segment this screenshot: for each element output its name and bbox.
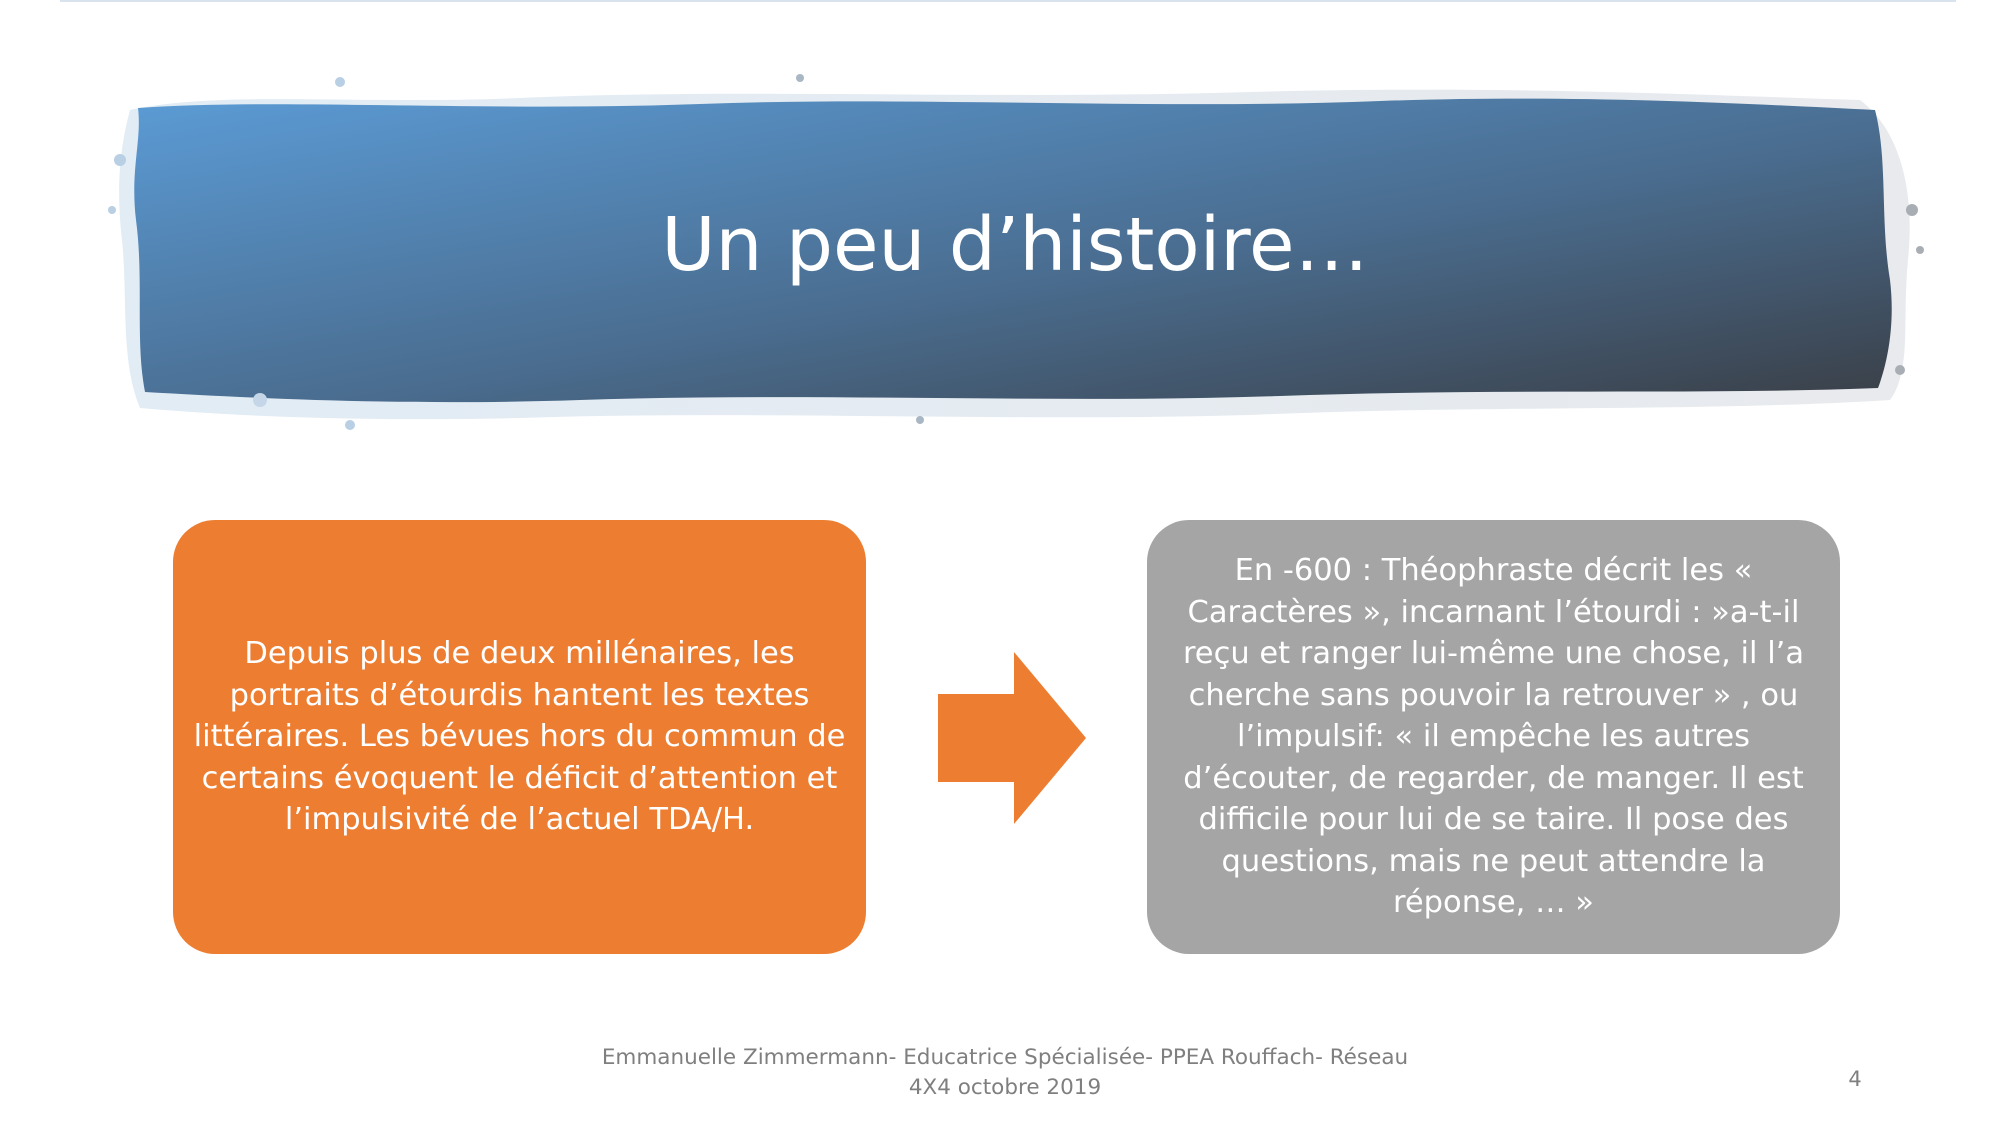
theophraste-quote-text: En -600 : Théophraste décrit les « Caractères », incarnant l’étourdi : »a-t-il reçu et ranger lui-même une chose, il l’a cherche sans pouvoir la retrouver » , ou l’impulsif: « il empêche les autres d’écouter, de regarder, de manger. Il est difficile pour lui de se taire. Il pose des questions, mais ne peut attendre la réponse, … » (1182, 553, 1805, 921)
footer-author: Emmanuelle Zimmermann- Educatrice Spécialisée- PPEA Rouffach- Réseau (601, 1045, 1409, 1070)
top-divider (60, 0, 1956, 2)
footer (500, 1043, 1510, 1103)
history-summary-box (173, 520, 866, 954)
footer-date: 4X4 octobre 2019 (908, 1075, 1102, 1100)
right-arrow-icon (938, 652, 1086, 824)
slide-title: Un peu d’histoire… (661, 202, 1369, 288)
page-number: 4 (1848, 1067, 1862, 1091)
theophraste-quote-box (1147, 520, 1840, 954)
history-summary-text: Depuis plus de deux millénaires, les portraits d’étourdis hantent les textes littéraires. Les bévues hors du commun de certains évoquent le déficit d’attention et l’impulsivité de l’actuel TDA/H. (193, 636, 846, 838)
